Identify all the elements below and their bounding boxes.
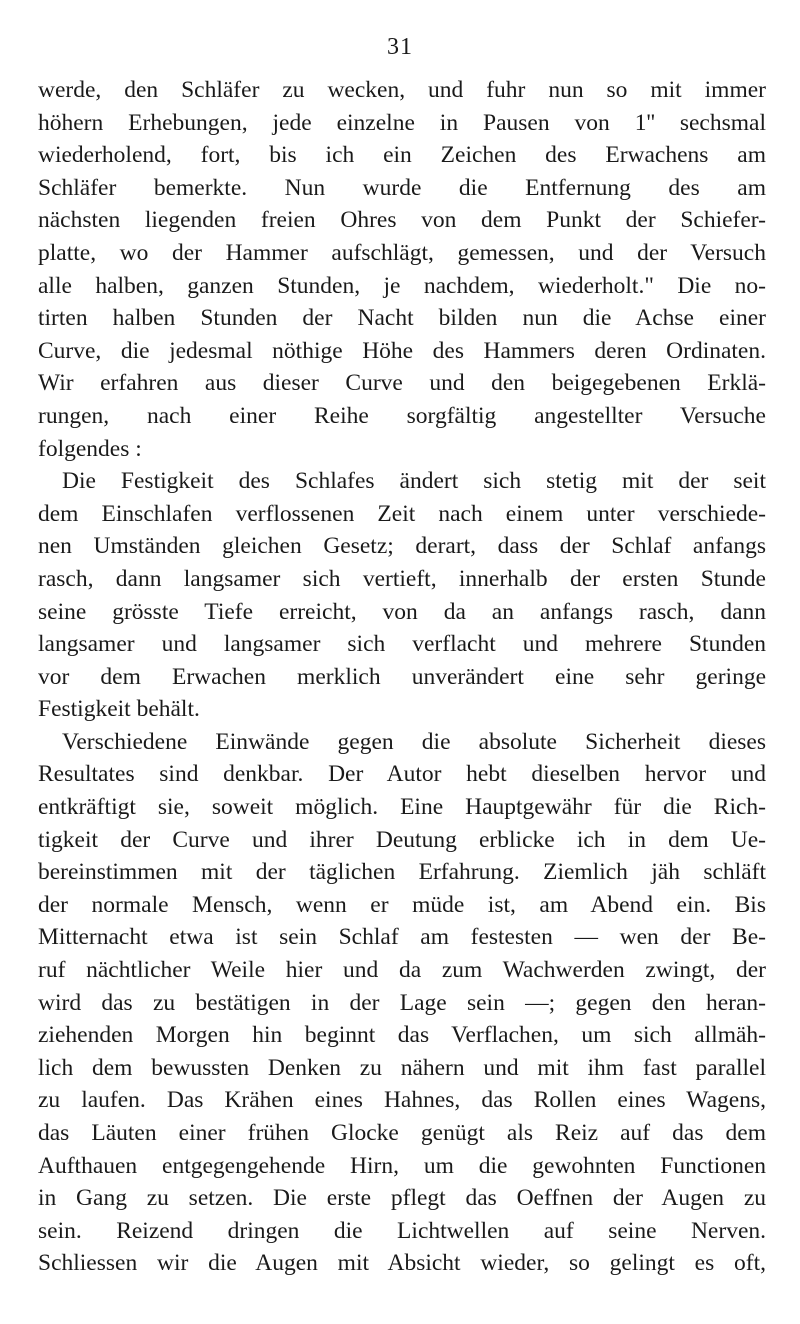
text-line: Aufthauen entgegengehende Hirn, um die gewohnten Functionen [38,1152,766,1179]
text-line: wird das zu bestätigen in der Lage sein —; gegen den heran- [38,989,766,1016]
text-line: ruf nächtlicher Weile hier und da zum Wachwerden zwingt, der [38,957,766,984]
text-line: bereinstimmen mit der täglichen Erfahrung. Ziemlich jäh schläft [38,859,766,886]
text-line: wiederholend, fort, bis ich ein Zeichen des Erwachens am [38,142,766,169]
text-line: höhern Erhebungen, jede einzelne in Pausen von 1'' sechsmal [38,109,766,136]
text-line: das Läuten einer frühen Glocke genügt als Reiz auf das dem [38,1120,766,1146]
text-line: nen Umständen gleichen Gesetz; derart, dass der Schlaf anfangs [38,533,766,560]
text-line: Die Festigkeit des Schlafes ändert sich stetig mit der seit [62,468,766,495]
text-line: vor dem Erwachen merklich unverändert eine sehr geringe [38,663,766,690]
text-line: Curve, die jedesmal nöthige Höhe des Hammers deren Ordinaten. [38,337,766,364]
text-line: tigkeit der Curve und ihrer Deutung erblicke ich in dem Ue- [38,826,766,853]
text-line: der normale Mensch, wenn er müde ist, am Abend ein. Bis [38,891,766,918]
text-line: Schliessen wir die Augen mit Absicht wieder, so gelingt es oft, [38,1250,766,1277]
text-line: Schläfer bemerkte. Nun wurde die Entfernung des am [38,174,766,201]
text-line: platte, wo der Hammer aufschlägt, gemessen, und der Versuch [38,239,766,266]
text-line: Festigkeit behält. [38,696,200,723]
text-line: langsamer und langsamer sich verflacht und mehrere Stunden [38,631,766,658]
text-line: dem Einschlafen verflossenen Zeit nach einem unter verschiede- [38,500,766,527]
body-text [38,74,766,1280]
text-line: tirten halben Stunden der Nacht bilden nun die Achse einer [38,305,766,332]
text-line: sein. Reizend dringen die Lichtwellen auf seine Nerven. [38,1217,766,1244]
text-line: rungen, nach einer Reihe sorgfältig angestellter Versuche [38,402,766,429]
page-number: 31 [387,34,413,60]
text-line: in Gang zu setzen. Die erste pflegt das Oeffnen der Augen zu [38,1185,766,1212]
text-line: Verschiedene Einwände gegen die absolute Sicherheit dieses [62,728,766,755]
text-line: werde, den Schläfer zu wecken, und fuhr nun so mit immer [38,77,766,103]
text-line: alle halben, ganzen Stunden, je nachdem, wiederholt." Die no- [38,272,766,299]
text-line: Wir erfahren aus dieser Curve und den beigegebenen Erklä- [38,370,766,397]
text-line: zu laufen. Das Krähen eines Hahnes, das Rollen eines Wagens, [38,1087,766,1114]
text-line: rasch, dann langsamer sich vertieft, innerhalb der ersten Stunde [38,565,766,592]
text-line: folgendes : [38,435,142,462]
text-line: nächsten liegenden freien Ohres von dem Punkt der Schiefer- [38,207,766,234]
text-line: seine grösste Tiefe erreicht, von da an anfangs rasch, dann [38,598,766,625]
text-line: lich dem bewussten Denken zu nähern und mit ihm fast parallel [38,1054,766,1081]
text-line: entkräftigt sie, soweit möglich. Eine Hauptgewähr für die Rich- [38,794,766,821]
text-line: Mitternacht etwa ist sein Schlaf am festesten — wen der Be- [38,924,766,951]
text-line: Resultates sind denkbar. Der Autor hebt dieselben hervor und [38,761,766,788]
text-line: ziehenden Morgen hin beginnt das Verflachen, um sich allmäh- [38,1022,766,1049]
